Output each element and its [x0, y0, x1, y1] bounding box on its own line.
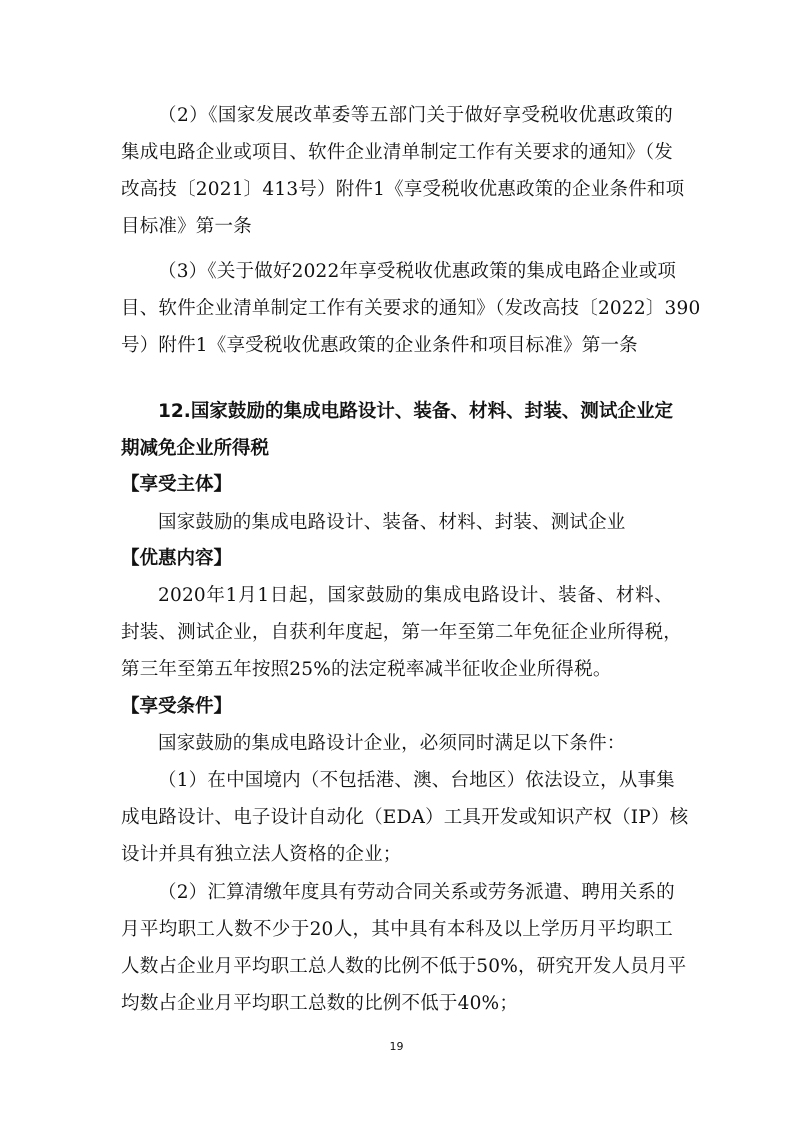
text-line: 成电路设计、电子设计自动化（EDA）工具开发或知识产权（IP）核	[121, 807, 689, 828]
text-line: 人数占企业月平均职工总人数的比例不低于50%，研究开发人员月平	[121, 956, 687, 977]
heading-line: 期减免企业所得税	[121, 438, 270, 459]
label-preferential-content: 【优惠内容】	[121, 548, 233, 569]
text-line: （2）汇算清缴年度具有劳动合同关系或劳务派遣、聘用关系的	[158, 882, 675, 903]
paragraph-conditions-intro	[121, 725, 673, 762]
text-line: 均数占企业月平均职工总数的比例不低于40%；	[121, 993, 519, 1014]
text-line: 集成电路企业或项目、软件企业清单制定工作有关要求的通知》（发	[121, 142, 673, 163]
text-line: （3）《关于做好2022年享受税收优惠政策的集成电路企业或项	[158, 261, 677, 282]
text-line: 目标准》第一条	[121, 216, 252, 237]
text-line: 国家鼓励的集成电路设计、装备、材料、封装、测试企业	[158, 512, 626, 533]
text-line: （2）《国家发展改革委等五部门关于做好享受税收优惠政策的	[158, 105, 673, 126]
text-line: 第三年至第五年按照25%的法定税率减半征收企业所得税。	[121, 659, 612, 680]
text-line: 改高技〔2021〕413号）附件1《享受税收优惠政策的企业条件和项	[121, 179, 685, 200]
text-line: 封装、测试企业，自获利年度起，第一年至第二年免征企业所得税，	[121, 622, 683, 643]
text-line: （1）在中国境内（不包括港、澳、台地区）依法设立，从事集	[158, 770, 675, 791]
text-line: 国家鼓励的集成电路设计企业，必须同时满足以下条件：	[158, 733, 626, 754]
paragraph-beneficiary	[121, 504, 673, 541]
text-line: 月平均职工人数不少于20人，其中具有本科及以上学历月平均职工	[121, 919, 673, 940]
page-number: 19	[389, 1040, 404, 1053]
label-beneficiary: 【享受主体】	[121, 474, 233, 495]
label-conditions: 【享受条件】	[121, 696, 233, 717]
section-heading	[121, 393, 673, 467]
text-line: 2020年1月1日起，国家鼓励的集成电路设计、装备、材料、	[158, 585, 673, 606]
paragraph-policy-3	[121, 253, 701, 364]
document-page	[121, 0, 701, 1122]
paragraph-preferential-content	[121, 577, 683, 688]
text-line: 号）附件1《享受税收优惠政策的企业条件和项目标准》第一条	[121, 335, 638, 356]
paragraph-policy-2	[121, 97, 685, 245]
text-line: 目、软件企业清单制定工作有关要求的通知》（发改高技〔2022〕390	[121, 298, 701, 319]
paragraph-condition-1	[121, 762, 689, 873]
paragraph-condition-2	[121, 874, 687, 1022]
heading-line: 12.国家鼓励的集成电路设计、装备、材料、封装、测试企业定	[158, 401, 673, 422]
text-line: 设计并具有独立法人资格的企业；	[121, 844, 402, 865]
